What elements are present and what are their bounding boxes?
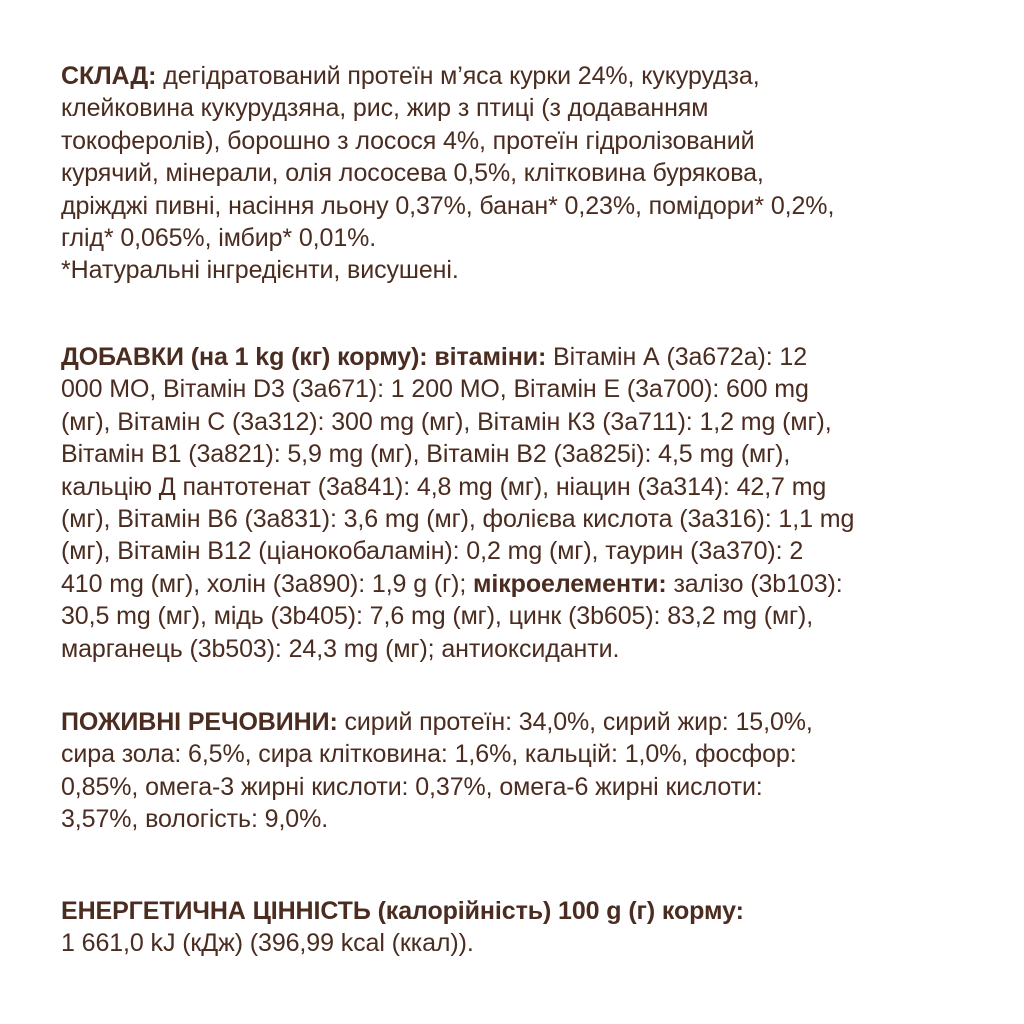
text-segment: 30,5 mg (мг), мідь (3b405): 7,6 mg (мг), цинк (3b605): 83,2 mg (мг), bbox=[61, 602, 814, 631]
text-segment: клейковина кукурудзяна, рис, жир з птиці (з додаванням bbox=[61, 94, 709, 123]
text-line bbox=[61, 803, 813, 835]
bold-label: ЕНЕРГЕТИЧНА ЦІННІСТЬ (калорійність) 100 g (г) корму: bbox=[61, 897, 744, 925]
text-segment: 410 mg (мг), холін (3а890): 1,9 g (г); bbox=[61, 569, 474, 598]
text-line bbox=[61, 341, 854, 373]
text-segment: (мг), Вітамін С (3а312): 300 mg (мг), Вітамін К3 (3а711): 1,2 mg (мг), bbox=[61, 407, 832, 436]
text-segment: глід* 0,065%, імбир* 0,01%. bbox=[61, 224, 377, 253]
text-segment: залізо (3b103): bbox=[666, 569, 843, 598]
nutrients-section bbox=[61, 706, 813, 836]
text-segment: кальцію Д пантотенат (3а841): 4,8 mg (мг), ніацин (3а314): 42,7 mg bbox=[61, 472, 827, 501]
text-line bbox=[61, 706, 813, 738]
text-segment: Вітамін В1 (3а821): 5,9 mg (мг), Вітамін В2 (3а825і): 4,5 mg (мг), bbox=[61, 440, 791, 469]
text-line bbox=[61, 60, 834, 92]
text-line bbox=[61, 125, 834, 157]
text-segment: (мг), Вітамін В6 (3а831): 3,6 mg (мг), фолієва кислота (3а316): 1,1 mg bbox=[61, 505, 855, 534]
text-segment: 3,57%, вологість: 9,0%. bbox=[61, 805, 329, 834]
text-segment: марганець (3b503): 24,3 mg (мг); антиоксиданти. bbox=[61, 634, 620, 663]
text-line bbox=[61, 568, 854, 600]
text-line bbox=[61, 771, 813, 803]
text-line bbox=[61, 222, 834, 254]
composition-section bbox=[61, 60, 834, 287]
text-line bbox=[61, 927, 744, 959]
text-segment: Вітамін А (3а672а): 12 bbox=[546, 343, 808, 371]
text-segment: 0,85%, омега-3 жирні кислоти: 0,37%, омега-6 жирні кислоти: bbox=[61, 772, 763, 801]
text-segment: дріжджі пивні, насіння льону 0,37%, банан* 0,23%, помідори* 0,2%, bbox=[61, 191, 835, 220]
text-segment: (мг), Вітамін В12 (ціанокобаламін): 0,2 mg (мг), таурин (3а370): 2 bbox=[61, 537, 804, 566]
text-line bbox=[61, 633, 854, 665]
text-line bbox=[61, 895, 744, 927]
text-segment: 1 661,0 kJ (кДж) (396,99 kcal (ккал)). bbox=[61, 929, 474, 958]
text-line bbox=[61, 92, 834, 124]
text-segment: *Натуральні інгредієнти, висушені. bbox=[61, 256, 459, 285]
bold-label: ДОБАВКИ (на 1 kg (кг) корму): bbox=[61, 343, 428, 371]
text-segment: курячий, мінерали, олія лососева 0,5%, клітковина бурякова, bbox=[61, 159, 764, 188]
text-line bbox=[61, 190, 834, 222]
text-line bbox=[61, 438, 854, 470]
bold-label: ПОЖИВНІ РЕЧОВИНИ: bbox=[61, 708, 338, 736]
text-line bbox=[61, 471, 854, 503]
text-segment: токоферолів), борошно з лосося 4%, протеїн гідролізований bbox=[61, 126, 755, 155]
bold-label: мікроелементи: bbox=[473, 569, 667, 598]
text-segment: сирий протеїн: 34,0%, сирий жир: 15,0%, bbox=[337, 708, 813, 736]
text-line bbox=[61, 600, 854, 632]
text-line bbox=[61, 254, 834, 286]
bold-label: вітаміни: bbox=[427, 343, 547, 371]
text-line bbox=[61, 535, 854, 567]
text-line bbox=[61, 157, 834, 189]
energy-section bbox=[61, 895, 744, 960]
text-segment: дегідратований протеїн м’яса курки 24%, кукурудза, bbox=[156, 62, 760, 90]
text-line bbox=[61, 503, 854, 535]
text-segment: сира зола: 6,5%, сира клітковина: 1,6%, кальцій: 1,0%, фосфор: bbox=[61, 740, 797, 769]
text-line bbox=[61, 373, 854, 405]
bold-label: СКЛАД: bbox=[61, 62, 157, 90]
text-line bbox=[61, 406, 854, 438]
text-line bbox=[61, 738, 813, 770]
additives-section bbox=[61, 341, 854, 665]
text-segment: 000 МО, Вітамін D3 (3а671): 1 200 МО, Вітамін Е (3а700): 600 mg bbox=[61, 375, 809, 404]
